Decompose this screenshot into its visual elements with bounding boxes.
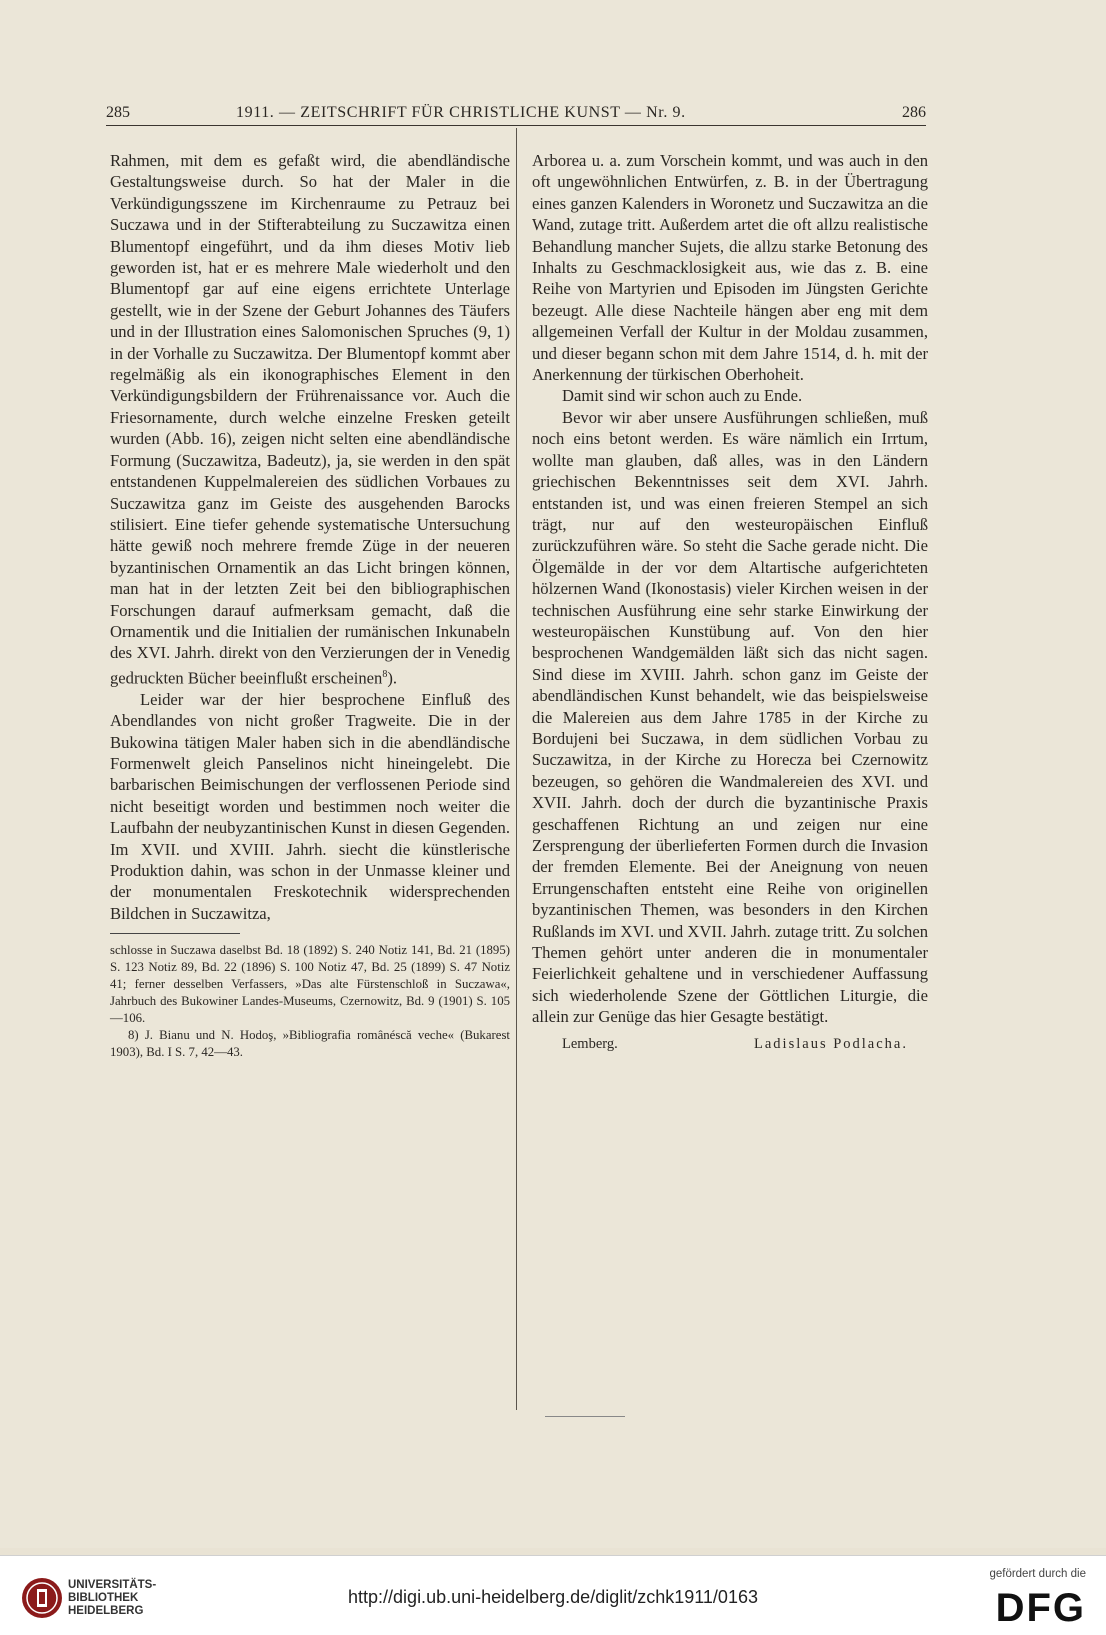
footnotes <box>110 942 510 1061</box>
page-number-right: 286 <box>902 104 926 121</box>
signature-place: Lemberg. <box>562 1035 618 1052</box>
dfg-logo: DFG <box>995 1586 1086 1630</box>
footnote: 8) J. Bianu und N. Hodoş, »Bibliografia românéscă veche« (Bukarest 1903), Bd. I S. 7, 42—43. <box>110 1028 510 1060</box>
paragraph: Leider war der hier besprochene Einfluß des Abendlandes von nicht großer Tragweite. Die in der Bukowina tätigen Maler haben sich in die abendländische Formenwelt gleich Panselinos nicht hineingelebt. Die barbarischen Beimischungen der verflossenen Periode sind nicht beseitigt worden und bestimmen noch weiter die Laufbahn der neubyzantinischen Kunst in diesen Gegenden. Im XVII. und XVIII. Jahrh. siecht die künstlerische Produktion dahin, was schon in der Unmasse kleiner und der monumentalen Freskotechnik widersprechenden Bildchen in Suczawitza, <box>110 689 510 923</box>
page-number-left: 285 <box>106 104 130 121</box>
signature-author: Ladislaus Podlacha. <box>754 1035 908 1052</box>
paragraph: Bevor wir aber unsere Ausführungen schließen, muß noch eins betont werden. Es wäre nämlich ein Irrtum, wollte man glauben, daß alles, was in den Ländern griechischen Bekenntnisses seit dem XVI. Jahrh. entstanden ist, und was einen freieren Stempel an sich trägt, nur auf den westeuropäischen Einfluß zurückzuführen wäre. So steht die Sache gerade nicht. Die Ölgemälde in der vor dem Altartische aufgerichteten hölzernen Wand (Ikonostasis) vieler Kirchen weisen in der technischen Ausführung eine sehr starke Einwirkung der westeuropäischen Kunstübung auf. Von den hier besprochenen Wandgemälden läßt sich das nicht sagen. Sind diese im XVIII. Jahrh. schon ganz im Geiste der abendländischen Kunst behandelt, wie das beispielsweise die Malereien aus dem Jahre 1785 in der Kirche zu Bordujeni bei Suczawa, in dem südlichen Vorbau zu Suczawitza, in der Kirche zu Horecza bei Czernowitz bezeugen, so gehören die Wandmalereien des XVI. und XVII. Jahrh. doch der durch die byzantinische Praxis geschaffenen Richtung an und zeigen nur eine Zersprengung der überlieferten Formen durch die Invasion der fremden Elemente. Bei der Aneignung von neuen Errungenschaften entsteht eine Reihe von originellen byzantinischen Themen, was besonders in den Kirchen Rußlands im XVI. und XVII. Jahrh. zutage tritt. Zu solchen Themen gehört unter anderen die in monumentaler Feierlichkeit gehaltene und in verschiedener Auffassung sich wiederholende Szene der Göttlichen Liturgie, die allein zur Genüge das hier Gesagte bestätigt. <box>532 407 928 1027</box>
permalink[interactable]: http://digi.ub.uni-heidelberg.de/diglit/zchk1911/0163 <box>348 1587 758 1607</box>
footnote-ref: 8 <box>382 668 388 680</box>
paragraph: Damit sind wir schon auch zu Ende. <box>562 386 803 406</box>
paragraph: Rahmen, mit dem es gefaßt wird, die abendländische Gestaltungsweise durch. So hat der Maler in die Verkündigungsszene im Kirchenraume zu Petrauz bei Suczawa und in der Stifterabteilung zu Suczawitza einen Blumentopf eingeführt, und da ihm dieses Motiv lieb geworden ist, hat er es mehrere Male wiederholt und den Blumentopf gar auf eine eigens errichtete Unterlage gestellt, wie in der Szene der Geburt Johannes des Täufers und in der Illustration eines Salomonischen Spruches (9, 1) in der Vorhalle zu Suczawitza. Der Blumentopf kommt aber regelmäßig als ein ikonographisches Element in den Verkündigungsbildern der Frührenaissance vor. Auch die Friesornamente, durch welche einzelne Fresken geteilt wurden (Abb. 16), zeigen nicht selten eine abendländische Formung (Suczawitza, Badeutz), ja, sie werden in den spät entstandenen Kuppelmalereien des südlichen Vorbaues zu Suczawitza ganz im Geiste des ausgehenden Barocks stilisiert. Eine tiefer gehende systematische Untersuchung hätte gewiß noch mehrere fremde Züge in der neueren byzantinischen Ornamentik an das Licht bringen können, man hat in der letzten Zeit bei den bibliographischen Forschungen darauf aufmerksam gemacht, daß die Ornamentik und die Initialien der rumänischen Inkunabeln des XVI. Jahrh. direkt von den Verzierungen der in Venedig gedruckten Bücher beeinflußt erscheinen$^8$). <box>110 151 510 688</box>
footnote: schlosse in Suczawa daselbst Bd. 18 (1892) S. 240 Notiz 141, Bd. 21 (1895) S. 123 Notiz 89, Bd. 22 (1896) S. 100 Notiz 47, Bd. 25 (1899) S. 47 Notiz 41; ferner desselben Verfassers, »Das alte Fürstenschloß in Suczawa«, Jahrbuch des Bukowiner Landes-Museums, Czernowitz, Bd. 9 (1901) S. 105—106. <box>110 943 510 1026</box>
header-rule <box>106 125 926 126</box>
paragraph: Arborea u. a. zum Vorschein kommt, und was auch in den oft ungewöhnlichen Entwürfen, z. B. in der Übertragung eines ganzen Kalenders in Woronetz und Suczawitza an die Wand, zutage tritt. Außerdem artet die oft allzu realistische Behandlung mancher Sujets, die allzu starke Betonung des Inhalts zu Geschmacklosigkeit aus, wie das z. B. eine Reihe von Martyrien und Episoden im Jüngsten Gerichte bezeugt. Alle diese Nachteile hängen aber eng mit dem allgemeinen Verfall der Kultur in der Moldau zusammen, und dieser begann schon mit dem Jahre 1514, d. h. mit der Anerkennung der türkischen Oberhoheit. <box>532 151 928 385</box>
running-header <box>106 100 926 124</box>
end-rule <box>545 1416 625 1417</box>
viewer-footer <box>0 1555 1106 1635</box>
library-name: UNIVERSITÄTS- BIBLIOTHEK HEIDELBERG <box>68 1579 157 1617</box>
left-column <box>110 150 510 1061</box>
footnote-rule <box>110 933 240 934</box>
journal-title: 1911. — ZEITSCHRIFT FÜR CHRISTLICHE KUNST — Nr. 9. <box>236 104 686 121</box>
right-column <box>532 150 928 1055</box>
column-divider <box>516 128 517 1410</box>
funding-label: gefördert durch die <box>989 1568 1086 1580</box>
signature <box>532 1034 928 1055</box>
